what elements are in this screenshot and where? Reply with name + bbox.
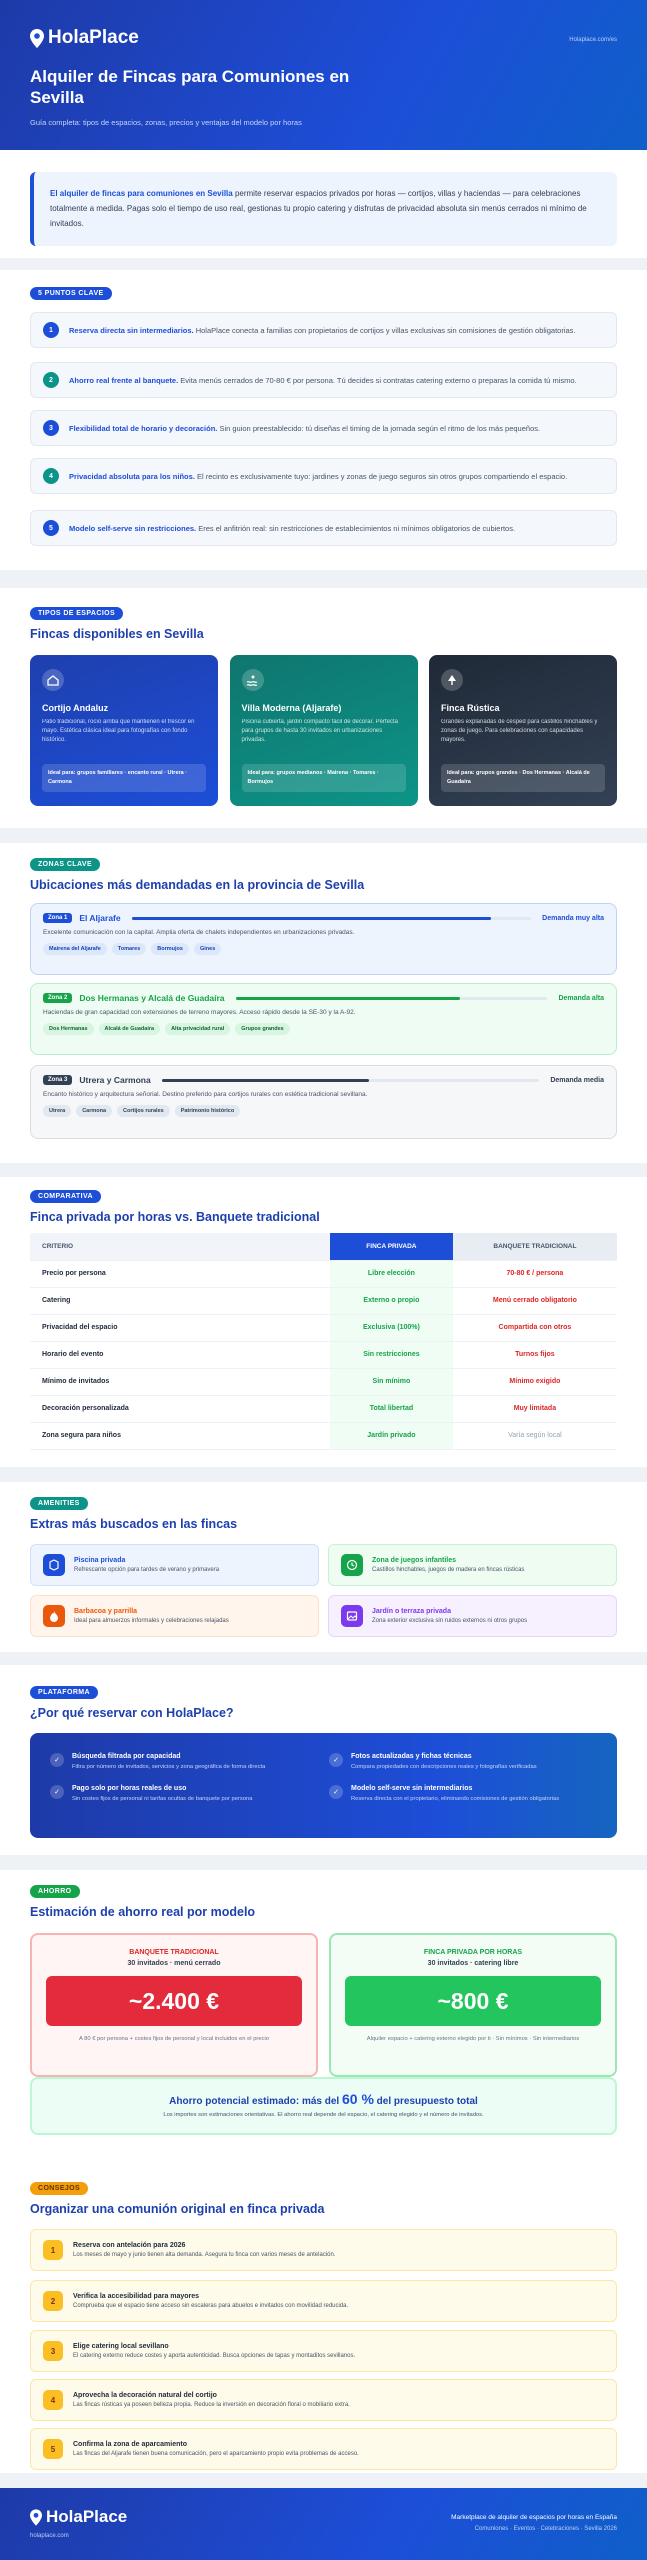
criterion-cell: Decoración personalizada bbox=[30, 1395, 330, 1422]
banquet-cell: Compartida con otros bbox=[453, 1314, 617, 1341]
tip-item bbox=[30, 2428, 617, 2470]
key-point-number: 5 bbox=[43, 520, 59, 536]
amenity-desc: Castillos hinchables, juegos de madera en fincas rústicas bbox=[372, 1567, 525, 1573]
tip-item bbox=[30, 2330, 617, 2372]
zone-chip[interactable]: Dos Hermanas bbox=[43, 1023, 94, 1035]
tip-number: 4 bbox=[43, 2390, 63, 2410]
amenity-desc: Ideal para almuerzos informales y celebraciones relajadas bbox=[74, 1618, 229, 1624]
check-icon: ✓ bbox=[329, 1785, 343, 1799]
zone-chip[interactable]: Grupos grandes bbox=[235, 1023, 289, 1035]
potential-line bbox=[32, 2091, 615, 2107]
table-row bbox=[30, 1395, 617, 1422]
amenity-card[interactable] bbox=[30, 1544, 319, 1586]
location-pin-icon bbox=[30, 29, 44, 48]
zone-desc: Encanto histórico y arquitectura señorial. Destino preferido para cortijos rurales con estética tradicional sevillana. bbox=[43, 1091, 368, 1098]
amenity-card[interactable] bbox=[30, 1595, 319, 1637]
space-card-ideal: Ideal para: grupos familiares · encanto rural · Utrera · Carmona bbox=[42, 764, 206, 792]
tip-desc: Las fincas del Aljarafe tienen buena comunicación, pero el aparcamiento propio evita problemas de acceso. bbox=[73, 2451, 359, 2457]
private-sub: 30 invitados · catering libre bbox=[427, 1960, 519, 1967]
banquet-cell: 70-80 € / persona bbox=[453, 1260, 617, 1287]
key-point-text bbox=[69, 523, 515, 534]
zone-chip[interactable]: Patrimonio histórico bbox=[175, 1105, 240, 1117]
tip-item bbox=[30, 2229, 617, 2271]
tip-desc: Las fincas rústicas ya poseen belleza propia. Reduce la inversión en decoración floral o mobiliario extra. bbox=[73, 2402, 350, 2408]
demand-bar bbox=[132, 917, 532, 920]
section-tag: 5 PUNTOS CLAVE bbox=[30, 287, 112, 300]
platform-feature bbox=[329, 1785, 589, 1804]
zone-badge: Zona 2 bbox=[43, 993, 72, 1003]
private-foot: Alquiler espacio + catering externo elegido por ti · Sin mínimos · Sin intermediarios bbox=[366, 2036, 580, 2042]
section-title: Organizar una comunión original en finca privada bbox=[30, 2202, 325, 2216]
feature-title: Búsqueda filtrada por capacidad bbox=[72, 1753, 181, 1760]
space-card-title: Cortijo Andaluz bbox=[42, 703, 109, 713]
intro-text: permite reservar espacios privados por horas — cortijos, villas y haciendas — para celebraciones totalmente a medida. Pagas solo el tiempo de uso real, gestionas tu propio catering y disfrutas de privacidad absoluta sin menús cerrados ni mínimo de invitados. bbox=[50, 189, 587, 228]
th-finca: FINCA PRIVADA bbox=[330, 1233, 453, 1260]
private-cell: Total libertad bbox=[330, 1395, 453, 1422]
section-tag: AHORRO bbox=[30, 1885, 80, 1898]
space-card[interactable] bbox=[230, 655, 418, 806]
tip-number: 1 bbox=[43, 2240, 63, 2260]
tip-desc: El catering externo reduce costes y aporta autenticidad. Busca opciones de tapas y montaditos sevillanos. bbox=[73, 2353, 356, 2359]
check-icon: ✓ bbox=[50, 1753, 64, 1767]
amenity-title: Jardín o terraza privada bbox=[372, 1608, 451, 1615]
space-card-desc: Piscina cubierta, jardín compacto fácil de decorar. Perfecta para grupos de hasta 30 invitados en urbanizaciones privadas. bbox=[241, 719, 398, 743]
comparison-table bbox=[30, 1233, 617, 1450]
feature-desc: Filtra por número de invitados, servicios y zona geográfica de forma directa bbox=[72, 1764, 266, 1770]
brand-logo[interactable] bbox=[30, 27, 139, 49]
private-cell: Sin restricciones bbox=[330, 1341, 453, 1368]
tip-desc: Comprueba que el espacio tiene acceso sin escaleras para abuelos e invitados con movilidad reducida. bbox=[73, 2303, 349, 2309]
space-card-desc: Grandes explanadas de césped para castillos hinchables y zonas de juego. Para celebraciones con capacidades mayores. bbox=[441, 719, 598, 743]
zone-chip[interactable]: Carmona bbox=[76, 1105, 112, 1117]
key-point-text bbox=[69, 375, 577, 386]
platform-feature bbox=[329, 1753, 589, 1772]
zone-chip[interactable]: Alcalá de Guadaíra bbox=[99, 1023, 161, 1035]
intro-lead: El alquiler de fincas para comuniones en Sevilla bbox=[50, 189, 233, 198]
amenity-card[interactable] bbox=[328, 1544, 617, 1586]
zone-chip[interactable]: Tomares bbox=[112, 943, 147, 955]
banquet-cell: Turnos fijos bbox=[453, 1341, 617, 1368]
tip-item bbox=[30, 2280, 617, 2322]
amenity-title: Barbacoa y parrilla bbox=[74, 1608, 138, 1615]
criterion-cell: Horario del evento bbox=[30, 1341, 330, 1368]
key-point-text bbox=[69, 423, 540, 434]
key-point-number: 2 bbox=[43, 372, 59, 388]
amenity-desc: Refrescante opción para tardes de verano y primavera bbox=[74, 1567, 220, 1573]
criterion-cell: Catering bbox=[30, 1287, 330, 1314]
feature-desc: Reserva directa con el propietario, eliminando comisiones de gestión obligatorias bbox=[351, 1796, 560, 1802]
zones-section bbox=[0, 843, 647, 1163]
banquet-cell: Menú cerrado obligatorio bbox=[453, 1287, 617, 1314]
table-row bbox=[30, 1287, 617, 1314]
clock-icon bbox=[341, 1554, 363, 1576]
key-point-text bbox=[69, 325, 576, 336]
key-point-desc: Sin guion preestablecido: tú diseñas el timing de la jornada según el ritmo de los más pequeños. bbox=[217, 423, 541, 433]
demand-level: Demanda muy alta bbox=[542, 914, 604, 922]
space-card-title: Finca Rústica bbox=[441, 703, 500, 713]
private-cell: Jardín privado bbox=[330, 1422, 453, 1449]
tip-desc: Los meses de mayo y junio tienen alta demanda. Asegura tu finca con varios meses de antelación. bbox=[73, 2252, 336, 2258]
zone-card[interactable] bbox=[30, 903, 617, 975]
key-point bbox=[30, 312, 617, 348]
zone-chip[interactable]: Mairena del Aljarafe bbox=[43, 943, 107, 955]
section-tag: AMENITIES bbox=[30, 1497, 88, 1510]
feature-title: Fotos actualizadas y fichas técnicas bbox=[351, 1753, 472, 1760]
tip-title: Verifica la accesibilidad para mayores bbox=[73, 2293, 200, 2300]
key-point-number: 4 bbox=[43, 468, 59, 484]
home-icon bbox=[42, 669, 64, 691]
demand-level: Demanda alta bbox=[558, 994, 604, 1002]
table-row bbox=[30, 1368, 617, 1395]
key-point-title: Modelo self-serve sin restricciones. bbox=[69, 523, 197, 533]
zone-card[interactable] bbox=[30, 983, 617, 1055]
key-point-title: Ahorro real frente al banquete. bbox=[69, 375, 179, 385]
key-point-title: Reserva directa sin intermediarios. bbox=[69, 325, 194, 335]
brand-name: HolaPlace bbox=[48, 27, 139, 48]
criterion-cell: Privacidad del espacio bbox=[30, 1314, 330, 1341]
private-cost-card bbox=[329, 1933, 617, 2077]
criterion-cell: Precio por persona bbox=[30, 1260, 330, 1287]
demand-bar bbox=[162, 1079, 540, 1082]
tip-title: Aprovecha la decoración natural del cortijo bbox=[73, 2392, 217, 2399]
space-card-desc: Patio tradicional, rocío arriba que mantienen el frescor en mayo. Estética clásica ideal para fotografías con fondo histórico. bbox=[42, 719, 195, 743]
table-header bbox=[30, 1233, 617, 1260]
table-row bbox=[30, 1341, 617, 1368]
feature-title: Pago solo por horas reales de uso bbox=[72, 1785, 187, 1792]
banquet-amount: ~2.400 € bbox=[46, 1976, 302, 2026]
section-tag: ZONAS CLAVE bbox=[30, 858, 100, 871]
image-icon bbox=[341, 1605, 363, 1627]
section-title: ¿Por qué reservar con HolaPlace? bbox=[30, 1706, 234, 1720]
tip-title: Confirma la zona de aparcamiento bbox=[73, 2441, 187, 2448]
platform-feature bbox=[50, 1785, 310, 1804]
key-point-number: 1 bbox=[43, 322, 59, 338]
pool-icon bbox=[242, 669, 264, 691]
footer-logo[interactable] bbox=[30, 2507, 127, 2527]
zone-name: Utrera y Carmona bbox=[79, 1075, 151, 1085]
pool-icon bbox=[43, 1554, 65, 1576]
amenities-section bbox=[0, 1482, 647, 1652]
feature-desc: Compara propiedades con descripciones reales y fotografías verificadas bbox=[351, 1764, 537, 1770]
zone-name: El Aljarafe bbox=[79, 913, 121, 923]
zone-card[interactable] bbox=[30, 1065, 617, 1139]
table-row bbox=[30, 1260, 617, 1287]
key-point-desc: HolaPlace conecta a familias con propietarios de cortijos y villas exclusivas sin comisiones de gestión obligatorias. bbox=[193, 325, 576, 335]
private-cell: Exclusiva (100%) bbox=[330, 1314, 453, 1341]
demand-level: Demanda media bbox=[550, 1076, 604, 1084]
page-title: Alquiler de Fincas para Comuniones en Sevilla bbox=[30, 67, 350, 107]
key-point-desc: Evita menús cerrados de 70-80 € por persona. Tú decides si contratas catering externo o preparas la comida tú mismo. bbox=[178, 375, 577, 385]
footer-brand: HolaPlace bbox=[46, 2507, 128, 2526]
demand-bar bbox=[236, 997, 548, 1000]
section-tag: TIPOS DE ESPACIOS bbox=[30, 607, 123, 620]
table-row bbox=[30, 1422, 617, 1449]
footer bbox=[0, 2488, 647, 2560]
hero-header bbox=[0, 0, 647, 150]
footer-site[interactable]: holaplace.com bbox=[30, 2533, 69, 2539]
zone-chip[interactable]: Utrera bbox=[43, 1105, 71, 1117]
space-card[interactable] bbox=[30, 655, 218, 806]
space-card-ideal: Ideal para: grupos medianos · Mairena · Tomares · Bormujos bbox=[242, 764, 406, 792]
tip-number: 2 bbox=[43, 2291, 63, 2311]
zone-desc: Excelente comunicación con la capital. Amplia oferta de chalets independientes en urbanizaciones privadas. bbox=[43, 929, 355, 936]
amenity-title: Zona de juegos infantiles bbox=[372, 1557, 457, 1564]
amenity-desc: Zona exterior exclusiva sin ruidos externos ni otros grupos bbox=[372, 1618, 528, 1624]
footer-tagline: Marketplace de alquiler de espacios por horas en España bbox=[451, 2514, 617, 2521]
zone-desc: Haciendas de gran capacidad con extensiones de terreno mayores. Acceso rápido desde la SE-30 y la A-92. bbox=[43, 1009, 356, 1016]
amenity-title: Piscina privada bbox=[74, 1557, 126, 1564]
key-point-desc: El recinto es exclusivamente tuyo: jardines y zonas de juego seguros sin otros grupos compartiendo el espacio. bbox=[194, 471, 568, 481]
zone-chip[interactable]: Alta privacidad rural bbox=[165, 1023, 230, 1035]
key-point-number: 3 bbox=[43, 420, 59, 436]
potential-pct: 60 % bbox=[341, 2091, 374, 2107]
table-row bbox=[30, 1314, 617, 1341]
potential-note: Los importes son estimaciones orientativas. El ahorro real depende del espacio, el catering elegido y el número de invitados. bbox=[163, 2112, 484, 2118]
th-criterio: CRITERIO bbox=[30, 1233, 330, 1260]
potential-savings bbox=[30, 2077, 617, 2135]
section-tag: CONSEJOS bbox=[30, 2182, 88, 2195]
key-point bbox=[30, 458, 617, 494]
zone-chip[interactable]: Cortijos rurales bbox=[117, 1105, 170, 1117]
section-title: Finca privada por horas vs. Banquete tradicional bbox=[30, 1210, 320, 1224]
private-cell: Libre elección bbox=[330, 1260, 453, 1287]
page-subtitle: Guía completa: tipos de espacios, zonas, precios y ventajas del modelo por horas bbox=[30, 118, 302, 127]
amenity-card[interactable] bbox=[328, 1595, 617, 1637]
section-tag: PLATAFORMA bbox=[30, 1686, 98, 1699]
key-points-section bbox=[0, 270, 647, 570]
tips-section bbox=[0, 2165, 647, 2473]
tip-item bbox=[30, 2379, 617, 2421]
tip-title: Reserva con antelación para 2026 bbox=[73, 2242, 186, 2249]
private-amount: ~800 € bbox=[345, 1976, 601, 2026]
criterion-cell: Zona segura para niños bbox=[30, 1422, 330, 1449]
key-point-title: Flexibilidad total de horario y decoración. bbox=[69, 423, 218, 433]
space-card[interactable] bbox=[429, 655, 617, 806]
zone-name: Dos Hermanas y Alcalá de Guadaíra bbox=[79, 993, 225, 1003]
location-pin-icon bbox=[30, 2509, 42, 2526]
footer-links[interactable]: Comuniones · Eventos · Celebraciones · Sevilla 2026 bbox=[474, 2526, 617, 2532]
banquet-sub: 30 invitados · menú cerrado bbox=[127, 1960, 221, 1967]
potential-prefix: Ahorro potencial estimado: más del bbox=[169, 2096, 342, 2107]
top-link[interactable]: Holaplace.com/es bbox=[569, 37, 617, 43]
intro-box bbox=[30, 172, 617, 246]
key-point bbox=[30, 362, 617, 398]
private-label: FINCA PRIVADA POR HORAS bbox=[423, 1949, 523, 1956]
key-point-title: Privacidad absoluta para los niños. bbox=[69, 471, 195, 481]
tree-icon bbox=[441, 669, 463, 691]
private-cell: Externo o propio bbox=[330, 1287, 453, 1314]
banquet-cell: Varía según local bbox=[453, 1422, 617, 1449]
space-card-ideal: Ideal para: grupos grandes · Dos Hermanas · Alcalá de Guadaíra bbox=[441, 764, 605, 792]
intro-section bbox=[0, 150, 647, 258]
banquet-cell: Mínimo exigido bbox=[453, 1368, 617, 1395]
feature-title: Modelo self-serve sin intermediarios bbox=[351, 1785, 473, 1792]
banquet-cell: Muy limitada bbox=[453, 1395, 617, 1422]
key-point-desc: Eres el anfitrión real: sin restricciones de establecimientos ni mínimos obligatorios de cubiertos. bbox=[196, 523, 516, 533]
tip-number: 5 bbox=[43, 2439, 63, 2459]
banquet-label: BANQUETE TRADICIONAL bbox=[129, 1949, 219, 1956]
check-icon: ✓ bbox=[50, 1785, 64, 1799]
feature-desc: Sin costes fijos de personal ni tarifas ocultas de banquete por persona bbox=[72, 1796, 253, 1802]
zone-chip[interactable]: Gines bbox=[194, 943, 221, 955]
zone-badge: Zona 1 bbox=[43, 913, 72, 923]
tip-title: Elige catering local sevillano bbox=[73, 2343, 169, 2350]
platform-benefits bbox=[30, 1733, 617, 1838]
banquet-foot: A 80 € por persona + costes fijos de personal y local incluidos en el precio bbox=[79, 2036, 269, 2042]
section-tag: COMPARATIVA bbox=[30, 1190, 101, 1203]
check-icon: ✓ bbox=[329, 1753, 343, 1767]
section-title: Extras más buscados en las fincas bbox=[30, 1517, 238, 1531]
section-title: Ubicaciones más demandadas en la provincia de Sevilla bbox=[30, 878, 365, 892]
section-title: Estimación de ahorro real por modelo bbox=[30, 1905, 256, 1919]
section-title: Fincas disponibles en Sevilla bbox=[30, 627, 204, 641]
platform-feature bbox=[50, 1753, 310, 1772]
key-point-text bbox=[69, 471, 567, 482]
banquet-cost-card bbox=[30, 1933, 318, 2077]
key-point bbox=[30, 410, 617, 446]
space-card-title: Villa Moderna (Aljarafe) bbox=[241, 703, 342, 713]
criterion-cell: Mínimo de invitados bbox=[30, 1368, 330, 1395]
private-cell: Sin mínimo bbox=[330, 1368, 453, 1395]
tip-number: 3 bbox=[43, 2341, 63, 2361]
zone-chip[interactable]: Bormujos bbox=[151, 943, 189, 955]
zone-badge: Zona 3 bbox=[43, 1075, 72, 1085]
potential-suffix: del presupuesto total bbox=[373, 2096, 478, 2107]
key-point bbox=[30, 510, 617, 546]
fire-icon bbox=[43, 1605, 65, 1627]
th-banquete: BANQUETE TRADICIONAL bbox=[453, 1233, 617, 1260]
